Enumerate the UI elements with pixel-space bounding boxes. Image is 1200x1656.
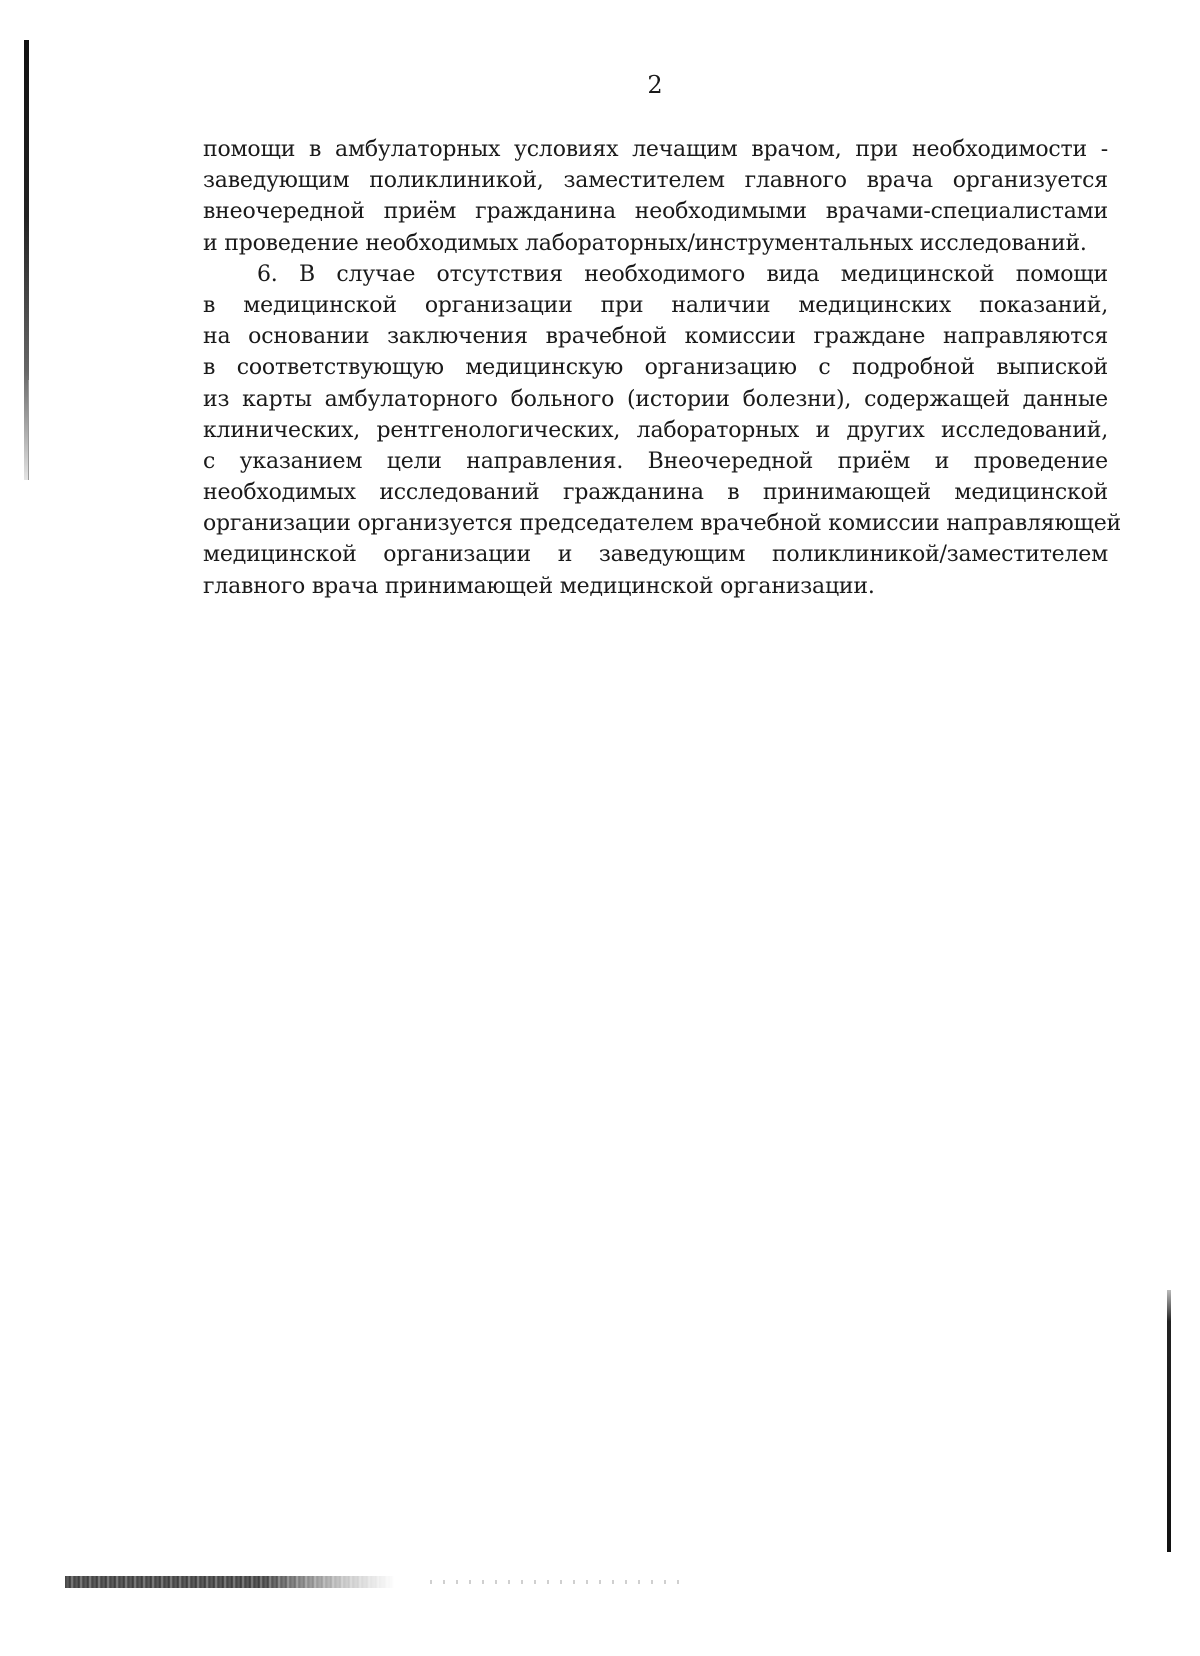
text-line: заведующим поликлиникой, заместителем главного врача организуется: [203, 168, 1108, 194]
text-line: необходимых исследований гражданина в принимающей медицинской: [203, 480, 1108, 506]
text-line: медицинской организации и заведующим поликлиникой/заместителем: [203, 542, 1108, 568]
text-line-first: [203, 259, 1108, 290]
paragraph-2: [203, 259, 1121, 602]
text-line: из карты амбулаторного больного (истории болезни), содержащей данные: [203, 386, 1108, 412]
scan-dots-bottom: [430, 1580, 690, 1584]
text-line: с указанием цели направления. Внеочередной приём и проведение: [203, 448, 1108, 474]
scan-edge-right: [1167, 1290, 1171, 1552]
text-line: в соответствующую медицинскую организацию с подробной выпиской: [203, 355, 1108, 381]
page-number: 2: [647, 71, 663, 99]
text-line: клинических, рентгенологических, лабораторных и других исследований,: [203, 417, 1108, 443]
scan-edge-left-faint: [28, 380, 29, 480]
text-line: на основании заключения врачебной комиссии граждане направляются: [203, 324, 1108, 350]
document-body: [203, 134, 1121, 602]
paragraph-2-opening: 6. В случае отсутствия необходимого вида медицинской помощи: [257, 261, 1108, 287]
text-line: главного врача принимающей медицинской организации.: [203, 573, 875, 599]
scan-noise-bottom: [65, 1576, 395, 1588]
text-line: в медицинской организации при наличии медицинских показаний,: [203, 292, 1108, 318]
text-line: помощи в амбулаторных условиях лечащим врачом, при необходимости -: [203, 137, 1108, 162]
text-line: организации организуется председателем врачебной комиссии направляющей: [203, 511, 1121, 537]
text-line: и проведение необходимых лабораторных/инструментальных исследований.: [203, 230, 1087, 256]
paragraph-1: [203, 134, 1108, 259]
text-line: внеочередной приём гражданина необходимыми врачами-специалистами: [203, 199, 1108, 225]
